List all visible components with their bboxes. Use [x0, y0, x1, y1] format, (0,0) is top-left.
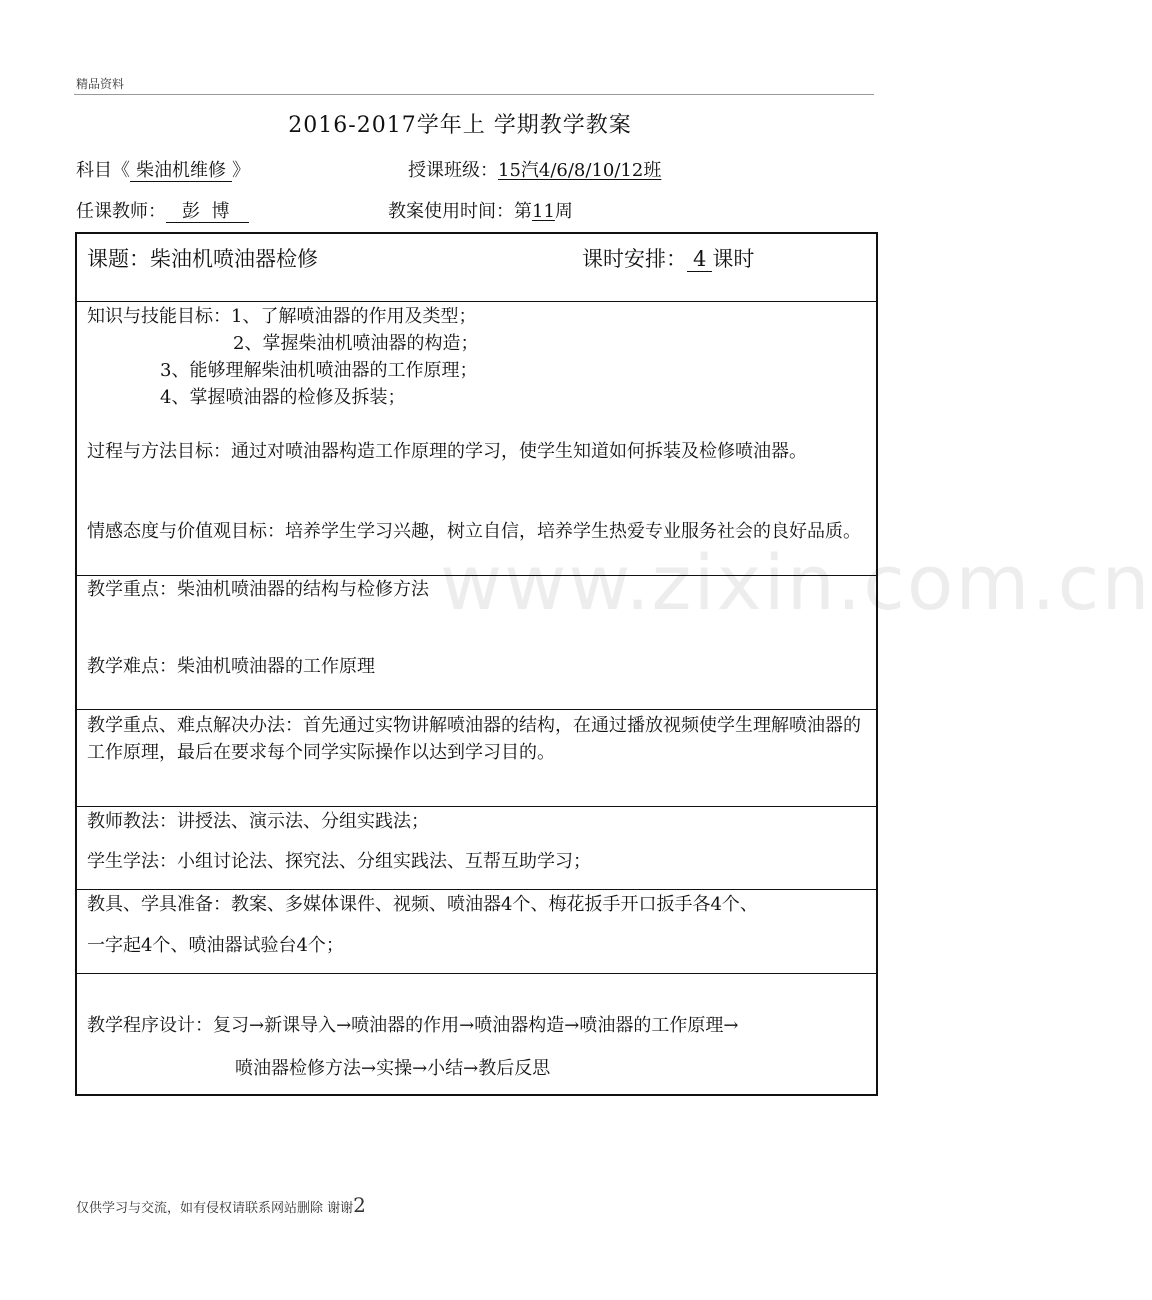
difficult-point: 教学难点：柴油机喷油器的工作原理 — [87, 656, 375, 677]
time-suffix: 周 — [554, 201, 573, 222]
topic-row — [77, 234, 876, 302]
knowledge-goal-line-3: 3、能够理解柴油机喷油器的工作原理； — [160, 360, 478, 381]
header-rule — [74, 94, 874, 95]
time-line — [388, 197, 573, 223]
subject-suffix: 》 — [232, 160, 250, 181]
solution-text: 教学重点、难点解决办法：首先通过实物讲解喷油器的结构，在通过播放视频使学生理解喷油器的工作原理，最后在要求每个同学实际操作以达到学习目的。 — [87, 715, 861, 763]
page-number: 2 — [353, 1193, 366, 1217]
week-value: 11 — [532, 201, 555, 222]
subject-value: 柴油机维修 — [130, 161, 232, 182]
class-line — [408, 156, 661, 182]
header-label: 精品资料 — [76, 77, 125, 91]
class-value: 15汽4/6/8/10/12班 — [498, 160, 662, 181]
tools-row — [77, 890, 876, 974]
topic-label: 课题：柴油机喷油器检修 — [87, 247, 318, 271]
lesson-table — [75, 232, 878, 1096]
teacher-value: 彭 博 — [166, 202, 249, 223]
footer-text: 仅供学习与交流，如有侵权请联系网站删除 谢谢 — [76, 1201, 354, 1216]
footer — [76, 1193, 366, 1217]
hours-cell — [582, 246, 754, 273]
time-label: 教案使用时间：第 — [388, 201, 532, 222]
goals-row — [77, 302, 876, 576]
hours-label: 课时安排： — [582, 247, 687, 271]
knowledge-goal-line-4: 4、掌握喷油器的检修及拆装； — [160, 387, 406, 408]
page-title: 2016-2017学年上 学期教学教案 — [288, 113, 632, 138]
process-goal: 过程与方法目标：通过对喷油器构造工作原理的学习，使学生知道如何拆装及检修喷油器。 — [87, 441, 807, 462]
subject-prefix: 科目《 — [76, 160, 130, 181]
teacher-method: 教师教法：讲授法、演示法、分组实践法； — [87, 811, 429, 832]
procedure-row — [77, 974, 876, 1094]
hours-value: 4 — [687, 248, 712, 272]
watermark: www.zixin.com.cn — [440, 538, 1152, 627]
tools-line-1: 教具、学具准备：教案、多媒体课件、视频、喷油器4个、梅花扳手开口扳手各4个、 — [87, 894, 758, 915]
procedure-line-1: 教学程序设计：复习→新课导入→喷油器的作用→喷油器构造→喷油器的工作原理→ — [87, 1015, 739, 1036]
procedure-line-2: 喷油器检修方法→实操→小结→教后反思 — [235, 1058, 551, 1079]
teacher-label: 任课教师： — [76, 201, 166, 222]
teacher-line — [76, 197, 249, 223]
subject-line — [76, 156, 250, 182]
student-method: 学生学法：小组讨论法、探究法、分组实践法、互帮互助学习； — [87, 851, 591, 872]
hours-suffix: 课时 — [712, 247, 755, 271]
key-point: 教学重点：柴油机喷油器的结构与检修方法 — [87, 579, 429, 600]
emotion-goal: 情感态度与价值观目标：培养学生学习兴趣，树立自信，培养学生热爱专业服务社会的良好品质。 — [87, 521, 861, 542]
knowledge-goal-line-1: 知识与技能目标：1、了解喷油器的作用及类型； — [87, 306, 477, 327]
solution-row — [77, 710, 876, 807]
knowledge-goal-line-2: 2、掌握柴油机喷油器的构造； — [233, 333, 479, 354]
methods-row — [77, 807, 876, 890]
tools-line-2: 一字起4个、喷油器试验台4个； — [87, 935, 344, 956]
class-label: 授课班级： — [408, 160, 498, 181]
